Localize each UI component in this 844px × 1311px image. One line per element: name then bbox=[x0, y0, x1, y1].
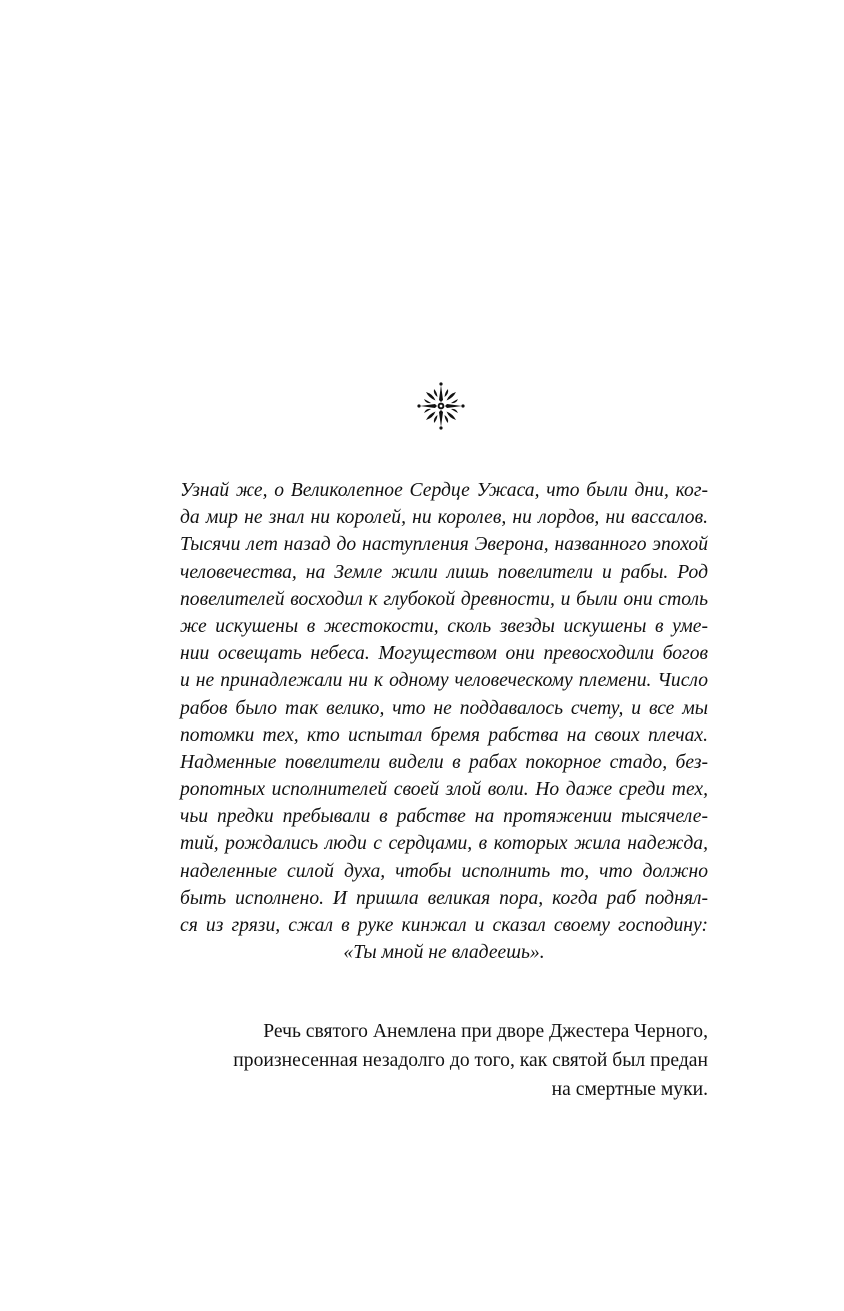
epigraph-line: и не принадлежали ни к одному человеческому племени. Число bbox=[180, 670, 708, 692]
epigraph-line: же искушены в жестокости, сколь звезды искушены в уме- bbox=[180, 615, 708, 637]
epigraph-line: человечества, на Земле жили лишь повелители и рабы. Род bbox=[180, 561, 708, 583]
epigraph-line: ропотных исполнителей своей злой воли. Но даже среди тех, bbox=[180, 779, 708, 801]
attribution-line: Речь святого Анемлена при дворе Джестера Черного, bbox=[263, 1021, 708, 1042]
epigraph-line: Узнай же, о Великолепное Сердце Ужаса, что были дни, ког- bbox=[180, 480, 708, 501]
attribution-line: произнесенная незадолго до того, как святой был предан bbox=[233, 1050, 708, 1071]
epigraph-line: наделенные силой духа, чтобы исполнить то, что должно bbox=[180, 860, 708, 882]
epigraph-line: Надменные повелители видели в рабах покорное стадо, без- bbox=[180, 751, 708, 773]
epigraph-line: ся из грязи, сжал в руке кинжал и сказал своему господину: bbox=[180, 915, 708, 936]
epigraph-line: да мир не знал ни королей, ни королев, ни лордов, ни вассалов. bbox=[180, 507, 708, 529]
floral-compass-ornament-icon bbox=[416, 381, 466, 431]
epigraph-attribution bbox=[180, 1017, 708, 1104]
epigraph-line: чьи предки пребывали в рабстве на протяжении тысячеле- bbox=[180, 806, 708, 828]
epigraph-line: повелителей восходил к глубокой древности, и были они столь bbox=[180, 588, 708, 610]
epigraph-line: рабов было так велико, что не поддавалось счету, и все мы bbox=[180, 697, 708, 719]
epigraph-line: нии освещать небеса. Могуществом они превосходили богов bbox=[180, 643, 708, 665]
epigraph-line: потомки тех, кто испытал бремя рабства на своих плечах. bbox=[180, 724, 708, 746]
epigraph-line: Тысячи лет назад до наступления Эверона, названного эпохой bbox=[180, 534, 708, 556]
epigraph-line: тий, рождались люди с сердцами, в которых жила надежда, bbox=[180, 833, 708, 855]
epigraph-closing-line: «Ты мной не владеешь». bbox=[343, 942, 545, 964]
attribution-line: на смертные муки. bbox=[551, 1079, 708, 1100]
epigraph bbox=[180, 477, 708, 966]
epigraph-line: быть исполнено. И пришла великая пора, когда раб поднял- bbox=[180, 887, 708, 909]
